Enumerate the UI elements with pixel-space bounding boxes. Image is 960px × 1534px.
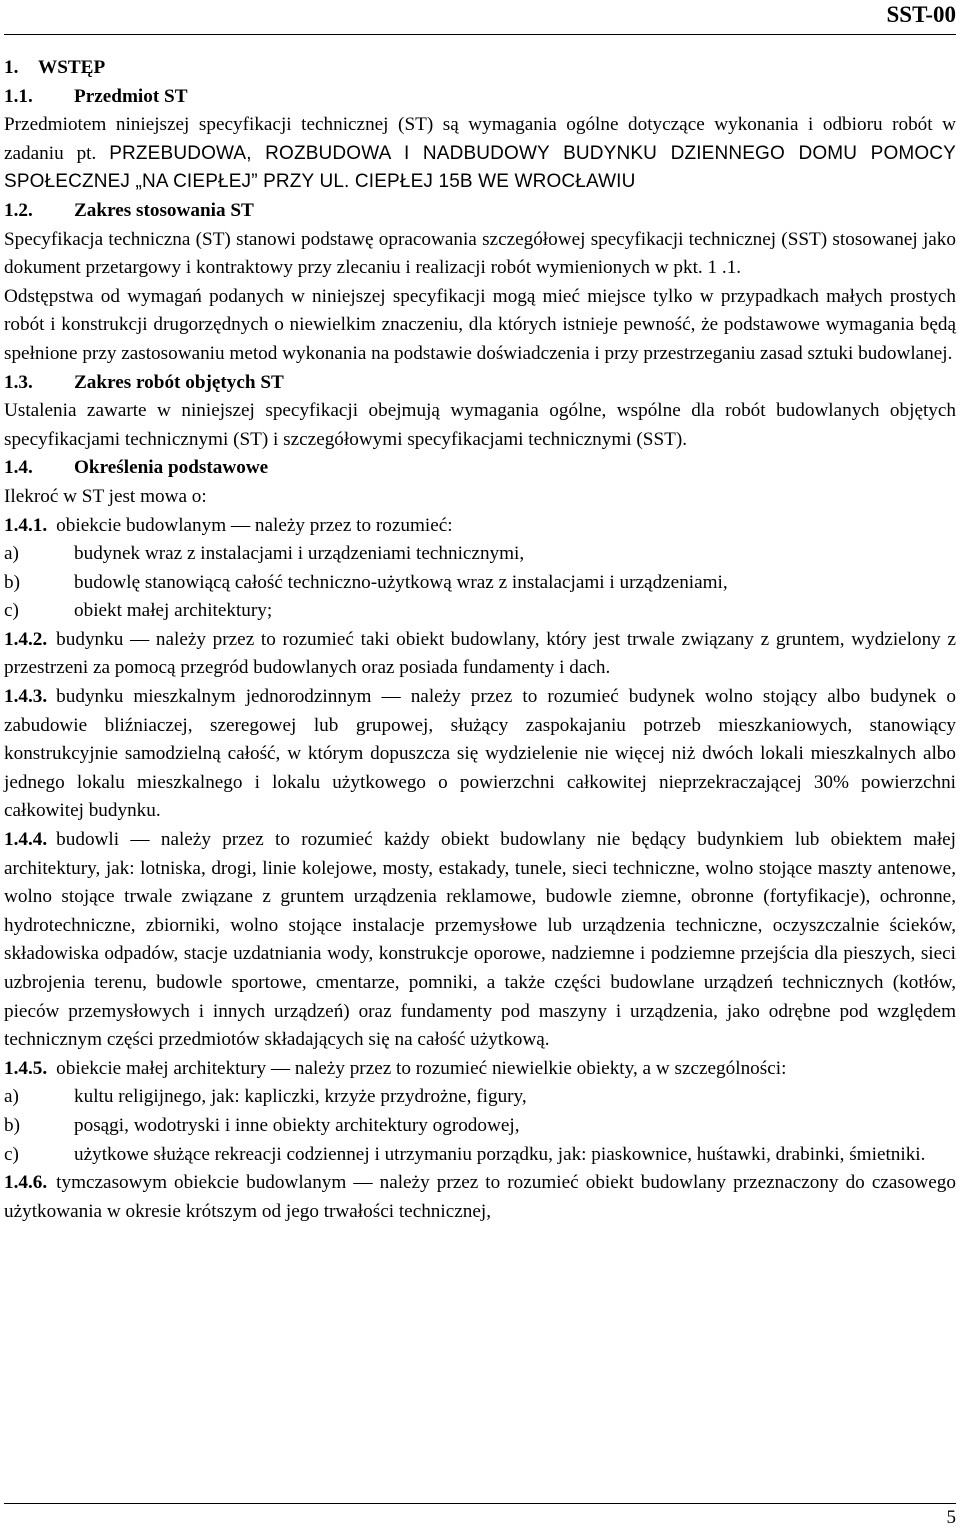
definition-1-4-3 xyxy=(4,683,956,826)
list-marker: a) xyxy=(4,1086,19,1108)
section-1-4-heading xyxy=(4,454,956,483)
list-item-text: budynek wraz z instalacjami i urządzeniami technicznymi, xyxy=(74,543,525,565)
definition-text: budynku mieszkalnym jednorodzinnym — należy przez to rozumieć budynek wolno stojący albo budynek o zabudowie bliźniaczej, szeregowej lub grupowej, służący zaspokajaniu potrzeb mieszkaniowych, stanowiący konstrukcyjnie samodzielną całość, w którym dopuszcza się wydzielenie nie więcej niż dwóch lokali mieszkalnych albo jednego lokalu mieszkalnego i lokalu użytkowego o powierzchni całkowitej nieprzekraczającej 30% powierzchni całkowitej budynku. xyxy=(4,686,956,822)
definition-number: 1.4.3. xyxy=(4,686,48,708)
section-1-1-text: Przedmiotem niniejszej specyfikacji technicznej (ST) są wymagania ogólne dotyczące wykonania i odbioru robót w zadaniu pt. xyxy=(4,114,956,164)
section-1-1-paragraph xyxy=(4,111,956,197)
definition-text: obiekcie małej architektury — należy przez to rozumieć niewielkie obiekty, a w szczególności: xyxy=(56,1057,787,1079)
document-code: SST-00 xyxy=(886,2,956,27)
section-1-2-paragraph-1: Specyfikacja techniczna (ST) stanowi podstawę opracowania szczegółowej specyfikacji technicznej (SST) stosowanej jako dokument przetargowy i kontraktowy przy zlecaniu i realizacji robót wymienionych w pkt. 1 .1. xyxy=(4,228,956,279)
list-item xyxy=(4,1083,956,1112)
list-item-text: obiekt małej architektury; xyxy=(74,600,273,622)
list-item-text: kultu religijnego, jak: kapliczki, krzyże przydrożne, figury, xyxy=(74,1086,527,1108)
page-number: 5 xyxy=(946,1507,956,1528)
definition-number: 1.4.5. xyxy=(4,1057,48,1079)
list-item-text: posągi, wodotryski i inne obiekty architektury ogrodowej, xyxy=(74,1114,520,1136)
definition-1-4-5 xyxy=(4,1055,956,1084)
definition-1-4-6 xyxy=(4,1169,956,1226)
section-1-title: WSTĘP xyxy=(38,57,106,78)
section-1-2-title: Zakres stosowania ST xyxy=(74,199,254,221)
list-item xyxy=(4,1112,956,1141)
section-1-2-heading xyxy=(4,197,956,226)
section-1-1-heading xyxy=(4,83,956,112)
footer-rule xyxy=(4,1503,956,1504)
section-1-1-number: 1.1. xyxy=(4,85,33,107)
header-rule xyxy=(4,34,956,35)
list-marker: a) xyxy=(4,543,19,565)
section-1-4-intro: Ilekroć w ST jest mowa o: xyxy=(4,485,207,507)
definition-number: 1.4.6. xyxy=(4,1172,48,1194)
list-item xyxy=(4,1141,956,1170)
list-item xyxy=(4,569,956,598)
section-1-3-heading xyxy=(4,369,956,398)
section-1-3-paragraph: Ustalenia zawarte w niniejszej specyfikacji obejmują wymagania ogólne, wspólne dla robót budowlanych objętych specyfikacjami technicznymi (ST) i szczegółowymi specyfikacjami technicznymi (SST). xyxy=(4,400,956,450)
definition-1-4-1 xyxy=(4,512,956,541)
definition-1-4-4 xyxy=(4,826,956,1055)
section-1-heading xyxy=(4,54,956,83)
list-item-text: użytkowe służące rekreacji codziennej i utrzymaniu porządku, jak: piaskownice, huśtawki, drabinki, śmietniki. xyxy=(74,1143,926,1165)
section-1-3-number: 1.3. xyxy=(4,371,33,393)
section-1-2-paragraph-2: Odstępstwa od wymagań podanych w niniejszej specyfikacji mogą mieć miejsce tylko w przypadkach małych prostych robót i konstrukcji drugorzędnych o niewielkim znaczeniu, dla których istnieje pewność, że podstawowe wymagania będą spełnione przy zastosowaniu metod wykonania na podstawie doświadczenia i przy przestrzeganiu zasad sztuki budowlanej. xyxy=(4,285,956,364)
definition-1-4-2 xyxy=(4,626,956,683)
list-marker: b) xyxy=(4,1114,20,1136)
section-1-3-title: Zakres robót objętych ST xyxy=(74,371,284,393)
definition-text: budowli — należy przez to rozumieć każdy obiekt budowlany nie będący budynkiem lub obiektem małej architektury, jak: lotniska, drogi, linie kolejowe, mosty, estakady, tunele, sieci techniczne, wolno stojące maszty antenowe, wolno stojące trwale związane z gruntem urządzenia reklamowe, budowle ziemne, obronne (fortyfikacje), ochronne, hydrotechniczne, zbiorniki, wolno stojące instalacje przemysłowe lub urządzenia techniczne, oczyszczalnie ścieków, składowiska odpadów, stacje uzdatniania wody, konstrukcje oporowe, nadziemne i podziemne przejścia dla pieszych, sieci uzbrojenia terenu, budowle sportowe, cmentarze, pomniki, a także części budowlane urządzeń technicznych (kotłów, pieców przemysłowych i innych urządzeń) oraz fundamenty pod maszyny i urządzenia, jako odrębne pod względem technicznym części przedmiotów składających się na całość użytkową. xyxy=(4,829,956,1051)
definition-number: 1.4.2. xyxy=(4,628,48,650)
section-1-number: 1. xyxy=(4,57,19,78)
list-item xyxy=(4,540,956,569)
definition-number: 1.4.4. xyxy=(4,829,48,851)
section-1-4-number: 1.4. xyxy=(4,457,33,479)
definition-text: budynku — należy przez to rozumieć taki obiekt budowlany, który jest trwale związany z gruntem, wydzielony z przestrzeni za pomocą przegród budowlanych oraz posiada fundamenty i dach. xyxy=(4,628,956,679)
section-1-2-number: 1.2. xyxy=(4,199,33,221)
section-1-1-title: Przedmiot ST xyxy=(74,85,188,107)
list-marker: c) xyxy=(4,1143,19,1165)
list-item-text: budowlę stanowiącą całość techniczno-użytkową wraz z instalacjami i urządzeniami, xyxy=(74,571,728,593)
list-item xyxy=(4,597,956,626)
definition-number: 1.4.1. xyxy=(4,514,48,536)
section-1-4-title: Określenia podstawowe xyxy=(74,457,269,479)
list-marker: c) xyxy=(4,600,19,622)
definition-text: obiekcie budowlanym — należy przez to rozumieć: xyxy=(56,514,453,536)
definition-text: tymczasowym obiekcie budowlanym — należy przez to rozumieć obiekt budowlany przeznaczony do czasowego użytkowania w okresie krótszym od jego trwałości technicznej, xyxy=(4,1172,956,1222)
project-title: PRZEBUDOWA, ROZBUDOWA I NADBUDOWY BUDYNKU DZIENNEGO DOMU POMOCY SPOŁECZNEJ „NA CIEPŁEJ” PRZY UL. CIEPŁEJ 15B WE WROCŁAWIU xyxy=(4,142,957,193)
list-marker: b) xyxy=(4,571,20,593)
